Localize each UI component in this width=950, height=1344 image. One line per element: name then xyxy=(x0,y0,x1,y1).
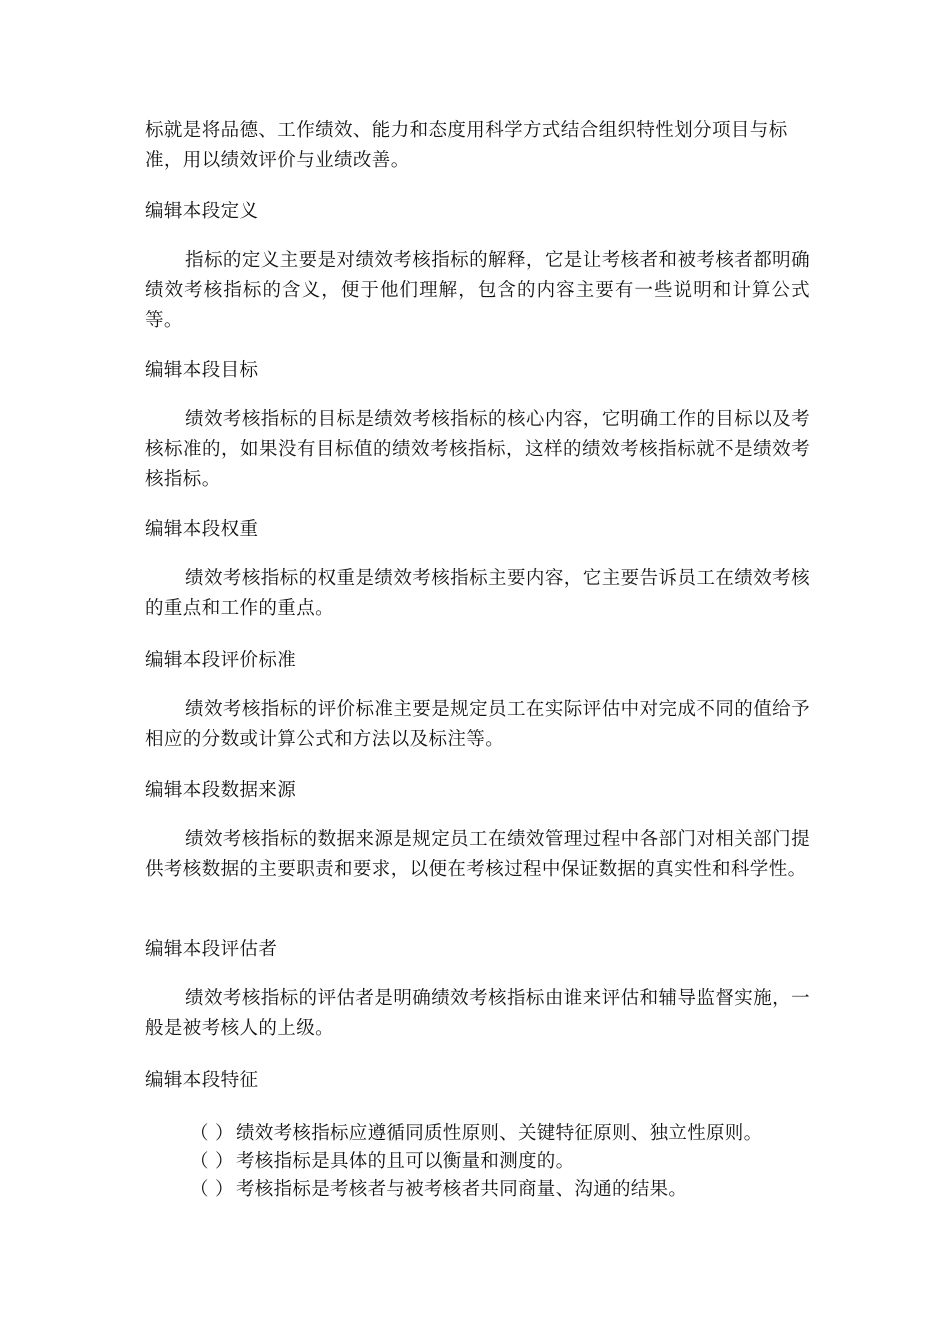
section-heading-weight: 编辑本段权重 xyxy=(145,519,259,540)
feature-item xyxy=(190,1120,830,1148)
feature-text: 考核指标是考核者与被考核者共同商量、沟通的结果。 xyxy=(236,1179,688,1200)
section-body-data-source: 绩效考核指标的数据来源是规定员工在绩效管理过程中各部门对相关部门提供考核数据的主要职责和要求，以便在考核过程中保证数据的真实性和科学性。 xyxy=(145,829,810,880)
intro-paragraph: 标就是将品德、工作绩效、能力和态度用科学方式结合组织特性划分项目与标准，用以绩效评价与业绩改善。 xyxy=(145,120,788,171)
section-body-evaluation-standard: 绩效考核指标的评价标准主要是规定员工在实际评估中对完成不同的值给予相应的分数或计算公式和方法以及标注等。 xyxy=(145,699,810,750)
feature-text: 考核指标是具体的且可以衡量和测度的。 xyxy=(236,1151,575,1172)
section-body-target: 绩效考核指标的目标是绩效考核指标的核心内容，它明确工作的目标以及考核标准的，如果没有目标值的绩效考核指标，这样的绩效考核指标就不是绩效考核指标。 xyxy=(145,409,810,490)
section-heading-features: 编辑本段特征 xyxy=(145,1070,259,1091)
feature-marker: （ ） xyxy=(190,1179,234,1200)
section-body-definition: 指标的定义主要是对绩效考核指标的解释，它是让考核者和被考核者都明确绩效考核指标的含义，便于他们理解，包含的内容主要有一些说明和计算公式等。 xyxy=(145,250,810,331)
feature-list xyxy=(190,1120,830,1204)
section-body-assessor: 绩效考核指标的评估者是明确绩效考核指标由谁来评估和辅导监督实施，一般是被考核人的上级。 xyxy=(145,988,810,1039)
section-body-weight: 绩效考核指标的权重是绩效考核指标主要内容，它主要告诉员工在绩效考核的重点和工作的重点。 xyxy=(145,568,810,619)
feature-marker: （ ） xyxy=(190,1123,234,1144)
section-heading-data-source: 编辑本段数据来源 xyxy=(145,780,297,801)
section-heading-definition: 编辑本段定义 xyxy=(145,201,259,222)
feature-text: 绩效考核指标应遵循同质性原则、关键特征原则、独立性原则。 xyxy=(236,1123,763,1144)
feature-marker: （ ） xyxy=(190,1151,234,1172)
feature-item xyxy=(190,1148,830,1176)
feature-item xyxy=(190,1176,830,1204)
section-heading-evaluation-standard: 编辑本段评价标准 xyxy=(145,650,297,671)
section-heading-assessor: 编辑本段评估者 xyxy=(145,939,278,960)
section-heading-target: 编辑本段目标 xyxy=(145,360,259,381)
